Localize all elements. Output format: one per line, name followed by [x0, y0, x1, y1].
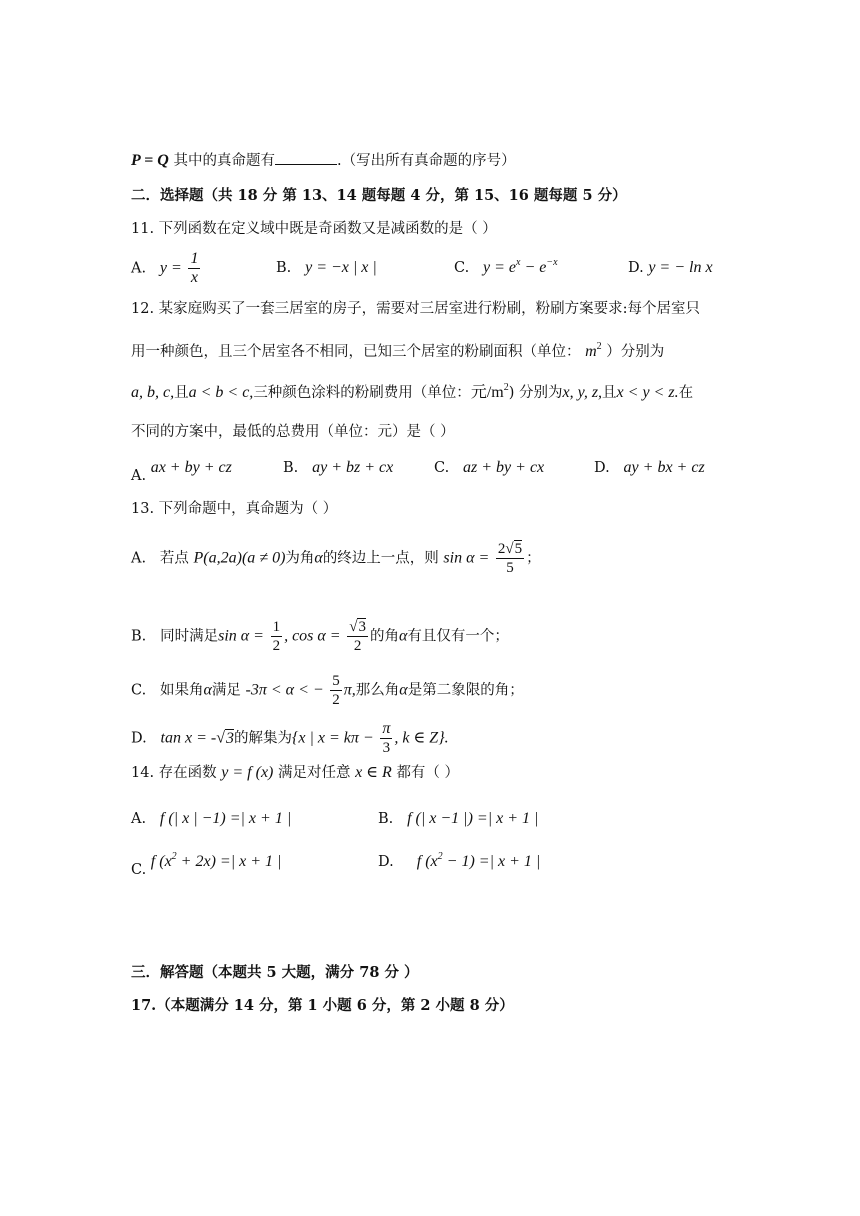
denominator: 2: [332, 692, 340, 708]
q12-and2: 且: [602, 385, 617, 401]
alpha: α: [398, 627, 408, 645]
q14-a-expr: f (| x | −1) =| x + 1 |: [159, 810, 292, 827]
radicand: 3: [358, 619, 366, 635]
q12-price-unit: [471, 384, 509, 401]
option-label: A.: [131, 550, 147, 567]
q11-b-expr: y = −x | x |: [305, 259, 377, 276]
q12-option-d[interactable]: [594, 458, 705, 478]
q11-option-d[interactable]: [628, 258, 713, 278]
q14-domain: x ∈ R: [355, 764, 392, 781]
alpha: α: [203, 681, 212, 699]
q11-c-expr: [483, 259, 558, 276]
coef: 2: [497, 541, 506, 557]
q13-d-tan: tan x = -: [160, 729, 217, 747]
d-post: − 1) =| x + 1 |: [442, 853, 541, 870]
q13-a-mid: 为角: [285, 550, 315, 567]
q13-option-d[interactable]: [131, 720, 449, 757]
q11-option-b[interactable]: [276, 258, 377, 278]
q14-option-d[interactable]: [378, 852, 540, 874]
option-label: A.: [131, 468, 147, 484]
denominator: x: [190, 269, 198, 286]
denominator: 2: [272, 638, 281, 654]
q12-abc: a, b, c,: [131, 384, 175, 401]
q12-unit: [585, 343, 602, 360]
q13-c-mid: 满足: [211, 682, 241, 699]
q13-option-b[interactable]: [131, 618, 509, 655]
alpha: α: [399, 681, 408, 699]
alpha: α: [314, 549, 323, 567]
answer-blank[interactable]: [275, 150, 337, 165]
c-sup2: −x: [546, 257, 558, 268]
q14-b-expr: f (| x −1 |) =| x + 1 |: [407, 810, 539, 827]
numerator: 1: [272, 619, 281, 635]
q14-c-expr: [151, 853, 282, 870]
q12-option-a[interactable]: [131, 458, 232, 484]
q14-mid: 满足对任意: [278, 765, 351, 781]
q13-b-end: 有且仅有一个；: [407, 628, 509, 645]
q13-a-point: P(a,2a)(a ≠ 0): [193, 549, 286, 567]
answer-prompt: 其中的真命题有: [173, 153, 275, 169]
q13-d-sqrt: √3: [216, 729, 234, 747]
q12-line4: 不同的方案中，最低的总费用（单位：元）是（ ）: [131, 424, 455, 440]
q14-d-expr: [417, 853, 541, 870]
c-sup1: x: [516, 257, 521, 268]
pq-expr: P = Q: [131, 152, 169, 169]
option-label: D.: [378, 854, 394, 870]
q12-line2: [131, 342, 664, 364]
q13-a-end: ；: [526, 550, 541, 567]
q13-c-end: 是第二象限的角；: [407, 682, 524, 699]
numerator: 1: [190, 250, 199, 267]
denominator: 2: [353, 638, 362, 654]
q13-c-pi: π,: [343, 681, 356, 699]
option-label: B.: [283, 460, 299, 476]
q13-c-fraction: [330, 672, 342, 709]
q12-option-c[interactable]: [434, 458, 544, 478]
q12-b-expr: ay + bz + cx: [312, 459, 394, 476]
q13-b-fraction2: [347, 618, 368, 655]
answer-line: [131, 150, 516, 171]
q12-a-expr: ax + by + cz: [150, 459, 232, 476]
numerator: π: [382, 720, 391, 737]
q12-c-expr: az + by + cx: [463, 459, 545, 476]
q12-d-expr: ay + bx + cz: [623, 459, 705, 476]
price-sup: 2: [503, 382, 509, 393]
q13-a-sin: sin α =: [443, 549, 490, 567]
q14-pre: 14. 存在函数: [131, 765, 217, 781]
numerator: √3: [349, 619, 366, 635]
q12-ineq1: a < b < c,: [188, 384, 254, 401]
q13-c-mid2: 那么角: [355, 682, 400, 699]
c-base: y = e: [483, 259, 517, 276]
q11-option-a[interactable]: [131, 250, 202, 287]
q13-b-cos: , cos α =: [284, 627, 341, 645]
c-sup: 2: [171, 851, 177, 862]
q13-b-sin: sin α =: [218, 627, 264, 645]
q11-d-expr: y = − ln x: [648, 259, 713, 276]
q13-c-ineq: -3π < α < −: [245, 681, 324, 699]
d-pre: f (x: [416, 853, 438, 870]
q13-b-fraction1: [271, 618, 283, 655]
q13-d-fraction: [380, 720, 392, 757]
q13-b-pre: 同时满足: [160, 628, 219, 645]
denominator: 3: [382, 740, 391, 756]
radicand: 5: [514, 541, 523, 557]
q13-c-pre: 如果角: [160, 682, 204, 699]
q12-line2a: 用一种颜色，且三个居室各不相同，已知三个居室的粉刷面积（单位：: [131, 344, 581, 360]
q12-line3j: 在: [678, 385, 694, 401]
numerator: 5: [332, 673, 340, 689]
q12-ineq2: x < y < z.: [616, 384, 679, 401]
option-label: C.: [454, 260, 470, 276]
q13-b-mid: 的角: [369, 628, 399, 645]
q14-stem: [131, 763, 459, 783]
q12-option-b[interactable]: [283, 458, 393, 478]
q12-line3: [131, 383, 693, 405]
unit-m: m: [585, 343, 597, 360]
q13-a-fraction: [496, 540, 524, 577]
unit-sup: 2: [596, 341, 602, 352]
q11-a-lhs: y =: [159, 259, 182, 277]
q12-line2b: ）分别为: [606, 344, 665, 360]
q11-option-c[interactable]: [454, 258, 558, 280]
q13-option-c[interactable]: [131, 672, 524, 709]
q13-d-set: {x | x = kπ −: [292, 729, 374, 747]
section-3-heading: 三．解答题（本题共 5 大题，满分 78 分 ）: [131, 964, 419, 981]
option-label: C.: [131, 862, 147, 878]
option-label: B.: [276, 260, 292, 276]
option-label: B.: [131, 628, 147, 645]
d-sup: 2: [437, 851, 443, 862]
price-unit: 元/m: [470, 384, 504, 401]
q12-and1: 且: [174, 385, 189, 401]
c-mid: − e: [520, 259, 547, 276]
option-label: C.: [131, 682, 147, 699]
q17-heading: 17.（本题满分 14 分，第 1 小题 6 分，第 2 小题 8 分）: [131, 997, 514, 1014]
q13-a-pre: 若点: [159, 550, 189, 567]
q12-line1: 12. 某家庭购买了一套三居室的房子，需要对三居室进行粉刷，粉刷方案要求:每个居室只: [131, 301, 701, 317]
c-post: + 2x) =| x + 1 |: [176, 853, 282, 870]
q12-xyz: x, y, z,: [562, 384, 603, 401]
q11-stem: 11. 下列函数在定义域中既是奇函数又是减函数的是（ ）: [131, 221, 497, 237]
option-label: D.: [594, 460, 610, 476]
option-label: B.: [378, 811, 394, 827]
option-label: D.: [131, 730, 147, 747]
q12-line3f: ) 分别为: [508, 385, 563, 401]
denominator: 5: [506, 560, 514, 576]
q11-a-fraction: [188, 250, 200, 287]
q13-a-mid2: 的终边上一点，则: [322, 550, 439, 567]
q14-option-b[interactable]: [378, 809, 538, 829]
option-label: D.: [628, 260, 644, 276]
radicand: 3: [226, 729, 234, 747]
q14-function: y = f (x): [221, 764, 274, 781]
q12-line3d: 三种颜色涂料的粉刷费用（单位：: [253, 385, 471, 401]
option-label: A.: [131, 811, 147, 827]
q13-d-mid: 的解集为: [234, 730, 292, 747]
c-pre: f (x: [150, 853, 172, 870]
q13-option-a[interactable]: [131, 540, 541, 577]
numerator: 2√5: [497, 541, 523, 557]
q14-end: 都有（ ）: [396, 765, 460, 781]
q14-option-a[interactable]: [131, 809, 291, 829]
answer-instruction: .（写出所有真命题的序号）: [336, 153, 516, 169]
q14-option-c[interactable]: [131, 851, 282, 878]
q13-d-set2: , k ∈ Z}.: [394, 729, 449, 747]
option-label: A.: [131, 260, 147, 277]
q13-stem: 13. 下列命题中，真命题为（ ）: [131, 501, 338, 517]
option-label: C.: [434, 460, 450, 476]
section-2-heading: 二．选择题（共 18 分 第 13、14 题每题 4 分，第 15、16 题每题 5 分）: [131, 187, 627, 204]
